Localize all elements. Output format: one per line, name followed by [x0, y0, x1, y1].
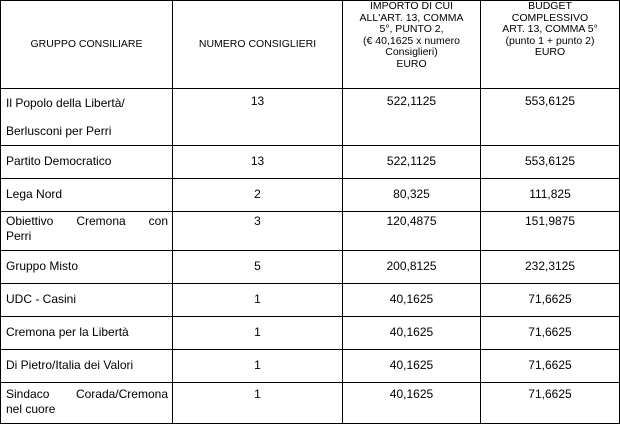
group-name: UDC - Casini: [1, 284, 173, 317]
table-row: [1, 284, 620, 317]
amount-value: 120,4875: [343, 212, 481, 251]
amount-value: 200,8125: [343, 251, 481, 284]
table-row: [1, 317, 620, 350]
header-amount: IMPORTO DI CUI ALL'ART. 13, COMMA 5°, PUNTO 2, (€ 40,1625 x numero Consiglieri) EURO: [343, 1, 481, 89]
amount-value: 522,1125: [343, 89, 481, 146]
budget-value: 71,6625: [481, 350, 620, 383]
budget-value: 111,825: [481, 179, 620, 212]
group-name: Gruppo Misto: [1, 251, 173, 284]
table-row: [1, 350, 620, 383]
amount-value: 40,1625: [343, 383, 481, 424]
councillor-count: 1: [173, 350, 343, 383]
header-count: NUMERO CONSIGLIERI: [173, 1, 343, 89]
table-row: [1, 383, 620, 424]
amount-value: 80,325: [343, 179, 481, 212]
budget-value: 553,6125: [481, 89, 620, 146]
councillor-count: 2: [173, 179, 343, 212]
table-row: [1, 89, 620, 146]
budget-value: 553,6125: [481, 146, 620, 179]
councillor-count: 1: [173, 284, 343, 317]
councillor-count: 5: [173, 251, 343, 284]
budget-value: 151,9875: [481, 212, 620, 251]
group-name: Sindaco Corada/Cremona nel cuore: [1, 383, 173, 424]
group-name: Partito Democratico: [1, 146, 173, 179]
amount-value: 40,1625: [343, 284, 481, 317]
table-row: [1, 146, 620, 179]
amount-value: 40,1625: [343, 317, 481, 350]
budget-value: 232,3125: [481, 251, 620, 284]
group-name: Cremona per la Libertà: [1, 317, 173, 350]
amount-value: 40,1625: [343, 350, 481, 383]
table-row: [1, 179, 620, 212]
amount-value: 522,1125: [343, 146, 481, 179]
header-row: [1, 1, 620, 89]
group-name: Obiettivo Cremona con Perri: [1, 212, 173, 251]
group-name: Lega Nord: [1, 179, 173, 212]
table-row: [1, 212, 620, 251]
councillor-count: 13: [173, 146, 343, 179]
budget-value: 71,6625: [481, 317, 620, 350]
budget-value: 71,6625: [481, 383, 620, 424]
councillor-count: 1: [173, 383, 343, 424]
group-name: Il Popolo della Libertà/ Berlusconi per Perri: [1, 89, 173, 146]
header-group: GRUPPO CONSILIARE: [1, 1, 173, 89]
councillor-count: 13: [173, 89, 343, 146]
table-row: [1, 251, 620, 284]
group-name: Di Pietro/Italia dei Valori: [1, 350, 173, 383]
councillor-count: 1: [173, 317, 343, 350]
councillor-count: 3: [173, 212, 343, 251]
header-budget: BUDGET COMPLESSIVO ART. 13, COMMA 5° (punto 1 + punto 2) EURO: [481, 1, 620, 89]
budget-value: 71,6625: [481, 284, 620, 317]
